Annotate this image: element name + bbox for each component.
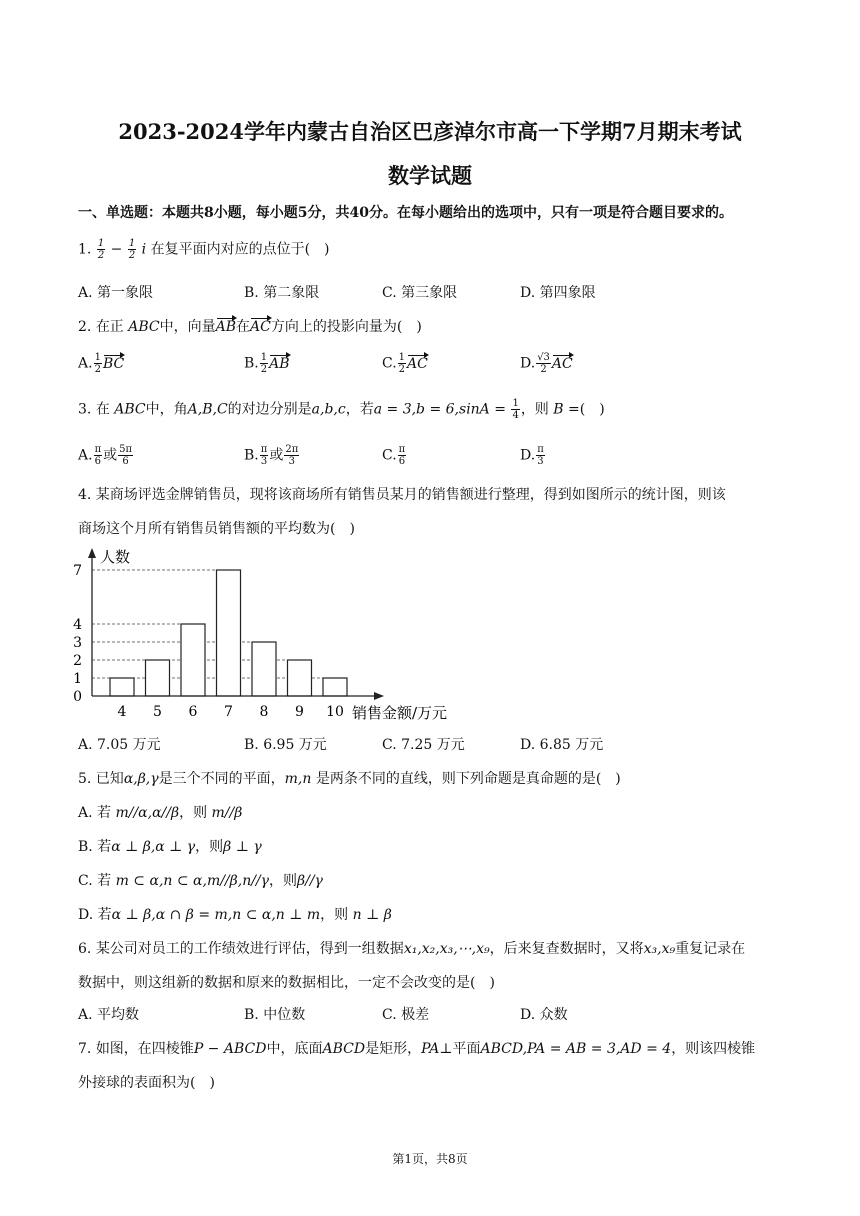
bar [252,642,276,696]
question-7-line2: 外接球的表面积为( ) [78,1075,215,1091]
bar [323,678,347,696]
y-tick-label: 4 [73,617,82,633]
q4-option-d: D. 6.85 万元 [520,737,604,753]
exam-subtitle: 数学试题 [388,163,472,188]
bar-chart [60,542,460,722]
x-axis-label: 销售金额/万元 [352,704,448,722]
y-axis-label: 人数 [100,548,131,566]
q1-option-a: A. 第一象限 [78,285,154,301]
y-tick-label: 0 [73,689,82,705]
q6-option-c: C. 极差 [382,1007,430,1023]
x-tick-label: 5 [153,704,162,720]
bar [288,660,312,696]
question-2: 2. 在正 ABC中，向量AB在AC方向上的投影向量为( ) [78,319,422,335]
q2-option-b: B. $\frac{1}{2}$ AB [244,352,290,375]
q2-option-c: C. $\frac{1}{2}$ AC [382,352,428,375]
bar [146,660,170,696]
x-tick-label: 10 [326,704,344,720]
y-tick-label: 7 [73,563,82,579]
q5-option-b: B. 若α ⊥ β,α ⊥ γ，则β ⊥ γ [78,839,262,855]
question-3: 3. 在 ABC中，角A,B,C的对边分别是a,b,c，若a = 3,b = 6,sinA = $\frac{1}{4}$ ，则 B =( ) [78,398,605,421]
y-tick-label: 3 [73,635,82,651]
fraction: $\frac{1}{2}$ [97,238,105,261]
q1-option-c: C. 第三象限 [382,285,458,301]
q1-option-d: D. 第四象限 [520,285,596,301]
q4-option-b: B. 6.95 万元 [244,737,327,753]
question-5: 5. 已知α,β,γ是三个不同的平面，m,n 是两条不同的直线，则下列命题是真命题的是( ) [78,771,621,787]
bar [110,678,134,696]
x-tick-label: 8 [259,704,269,720]
q3-option-a: A. $\frac{\pi}{6}$ 或 $\frac{5\pi}{6}$ [78,444,133,467]
y-tick-label: 2 [73,653,82,669]
q2-option-d: D. $\frac{√3}{2}$ AC [520,352,573,375]
y-tick-label: 1 [73,671,82,687]
question-7-line1: 7. 如图，在四棱锥P − ABCD中，底面ABCD是矩形，PA⊥平面ABCD,PA = AB = 3,AD = 4，则该四棱锥 [78,1041,756,1057]
q6-option-a: A. 平均数 [78,1007,140,1023]
y-axis-arrow [88,548,96,558]
x-tick-label: 9 [295,704,304,720]
bar [181,624,205,696]
x-tick-label: 6 [188,704,198,720]
q5-option-d: D. 若α ⊥ β,α ∩ β = m,n ⊂ α,n ⊥ m，则 n ⊥ β [78,907,392,923]
question-1: 1. $\frac{1}{2}$ − $\frac{1}{2}$ i 在复平面内对应的点位于( ) [78,238,330,261]
q6-option-b: B. 中位数 [244,1007,306,1023]
q4-option-a: A. 7.05 万元 [78,737,161,753]
bar [217,570,241,696]
question-4-line1: 4. 某商场评选金牌销售员，现将该商场所有销售员某月的销售额进行整理，得到如图所示的统计图，则该 [78,487,726,503]
x-tick-label: 7 [224,704,233,720]
q2-option-a: A. $\frac{1}{2}$ BC [78,352,125,375]
q3-option-d: D. $\frac{\pi}{3}$ [520,444,544,467]
q1-option-b: B. 第二象限 [244,285,320,301]
x-tick-label: 4 [117,704,127,720]
q4-option-c: C. 7.25 万元 [382,737,465,753]
q5-option-a: A. 若 m//α,α//β，则 m//β [78,805,243,821]
x-axis-arrow [374,692,384,700]
q6-option-d: D. 众数 [520,1007,568,1023]
exam-title: 2023-2024学年内蒙古自治区巴彦淖尔市高一下学期7月期末考试 [118,119,742,144]
page-footer: 第1页，共8页 [392,1152,468,1166]
section-heading: 一、单选题：本题共8小题，每小题5分，共40分。在每小题给出的选项中，只有一项是符合题目要求的。 [78,205,733,221]
question-4-line2: 商场这个月所有销售员销售额的平均数为( ) [78,521,355,537]
question-6-line2: 数据中，则这组新的数据和原来的数据相比，一定不会改变的是( ) [78,975,495,991]
q3-option-b: B. $\frac{\pi}{3}$ 或 $\frac{2\pi}{3}$ [244,444,299,467]
fraction: $\frac{1}{2}$ [128,238,136,261]
q3-option-c: C. $\frac{\pi}{6}$ [382,444,406,467]
question-6-line1: 6. 某公司对员工的工作绩效进行评估，得到一组数据x₁,x₂,x₃,⋯,x₉，后来复查数据时，又将x₃,x₉重复记录在 [78,941,746,957]
q5-option-c: C. 若 m ⊂ α,n ⊂ α,m//β,n//γ，则β//γ [78,873,323,889]
